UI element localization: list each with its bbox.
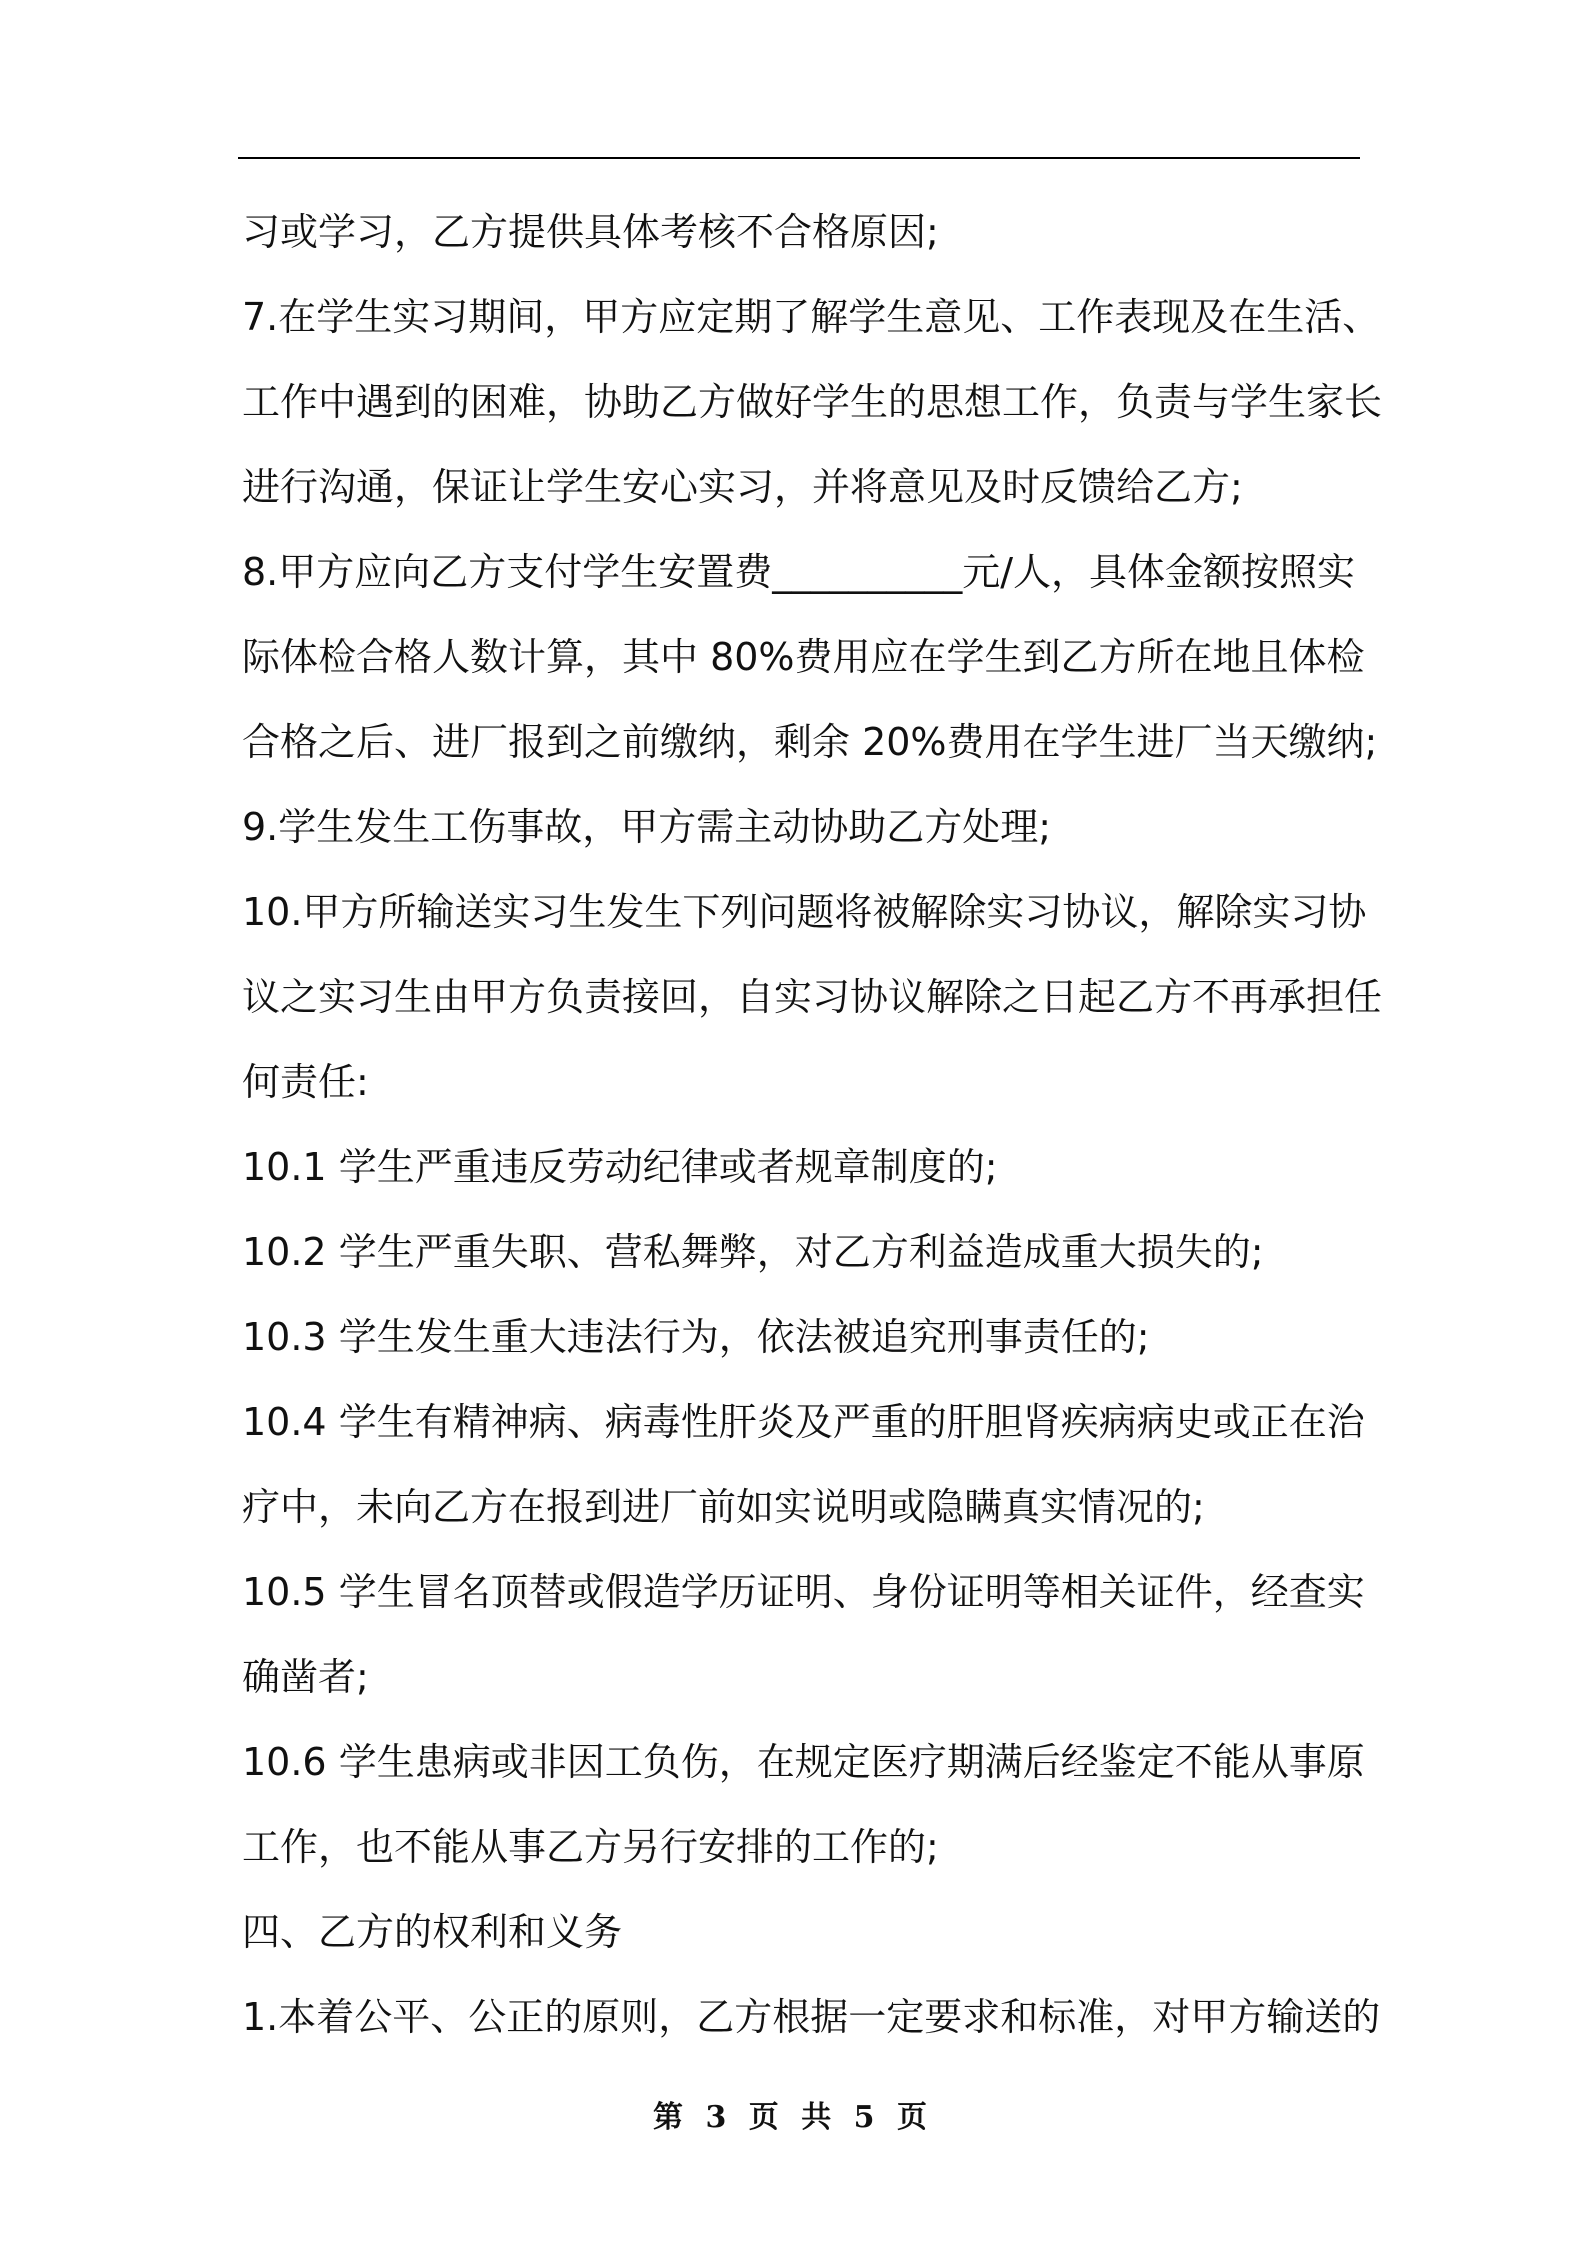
text-line: 7.在学生实习期间，甲方应定期了解学生意见、工作表现及在生活、 (242, 295, 1381, 339)
text-line: 10.6 学生患病或非因工负伤，在规定医疗期满后经鉴定不能从事原 (242, 1740, 1365, 1784)
text-line: 议之实习生由甲方负责接回，自实习协议解除之日起乙方不再承担任 (242, 975, 1383, 1019)
text-line: 8.甲方应向乙方支付学生安置费__________元/人，具体金额按照实 (242, 550, 1356, 594)
text-line: 确凿者; (242, 1655, 369, 1699)
document-body (242, 196, 1383, 2066)
text-line: 1.本着公平、公正的原则，乙方根据一定要求和标准，对甲方输送的 (242, 1995, 1381, 2039)
page-number: 第 3 页 共 5 页 (653, 2100, 933, 2135)
text-line: 10.甲方所输送实习生发生下列问题将被解除实习协议，解除实习协 (242, 890, 1367, 934)
text-line: 10.5 学生冒名顶替或假造学历证明、身份证明等相关证件，经查实 (242, 1570, 1365, 1614)
text-line: 9.学生发生工伤事故，甲方需主动协助乙方处理; (242, 805, 1052, 849)
text-line: 进行沟通，保证让学生安心实习，并将意见及时反馈给乙方; (242, 465, 1243, 509)
text-line: 习或学习，乙方提供具体考核不合格原因; (242, 210, 939, 254)
header-rule (238, 157, 1360, 159)
text-line: 工作，也不能从事乙方另行安排的工作的; (242, 1825, 939, 1869)
text-line: 际体检合格人数计算，其中 80%费用应在学生到乙方所在地且体检 (242, 635, 1365, 679)
text-line: 10.4 学生有精神病、病毒性肝炎及严重的肝胆肾疾病病史或正在治 (242, 1400, 1365, 1444)
text-line: 工作中遇到的困难，协助乙方做好学生的思想工作，负责与学生家长 (242, 380, 1383, 424)
text-line: 10.2 学生严重失职、营私舞弊，对乙方利益造成重大损失的; (242, 1230, 1264, 1274)
text-line: 何责任: (242, 1060, 369, 1104)
text-line: 10.1 学生严重违反劳动纪律或者规章制度的; (242, 1145, 998, 1189)
text-line: 10.3 学生发生重大违法行为，依法被追究刑事责任的; (242, 1315, 1150, 1359)
section-heading: 四、乙方的权利和义务 (242, 1910, 623, 1954)
text-line: 合格之后、进厂报到之前缴纳，剩余 20%费用在学生进厂当天缴纳; (242, 720, 1378, 764)
text-line: 疗中，未向乙方在报到进厂前如实说明或隐瞒真实情况的; (242, 1485, 1205, 1529)
